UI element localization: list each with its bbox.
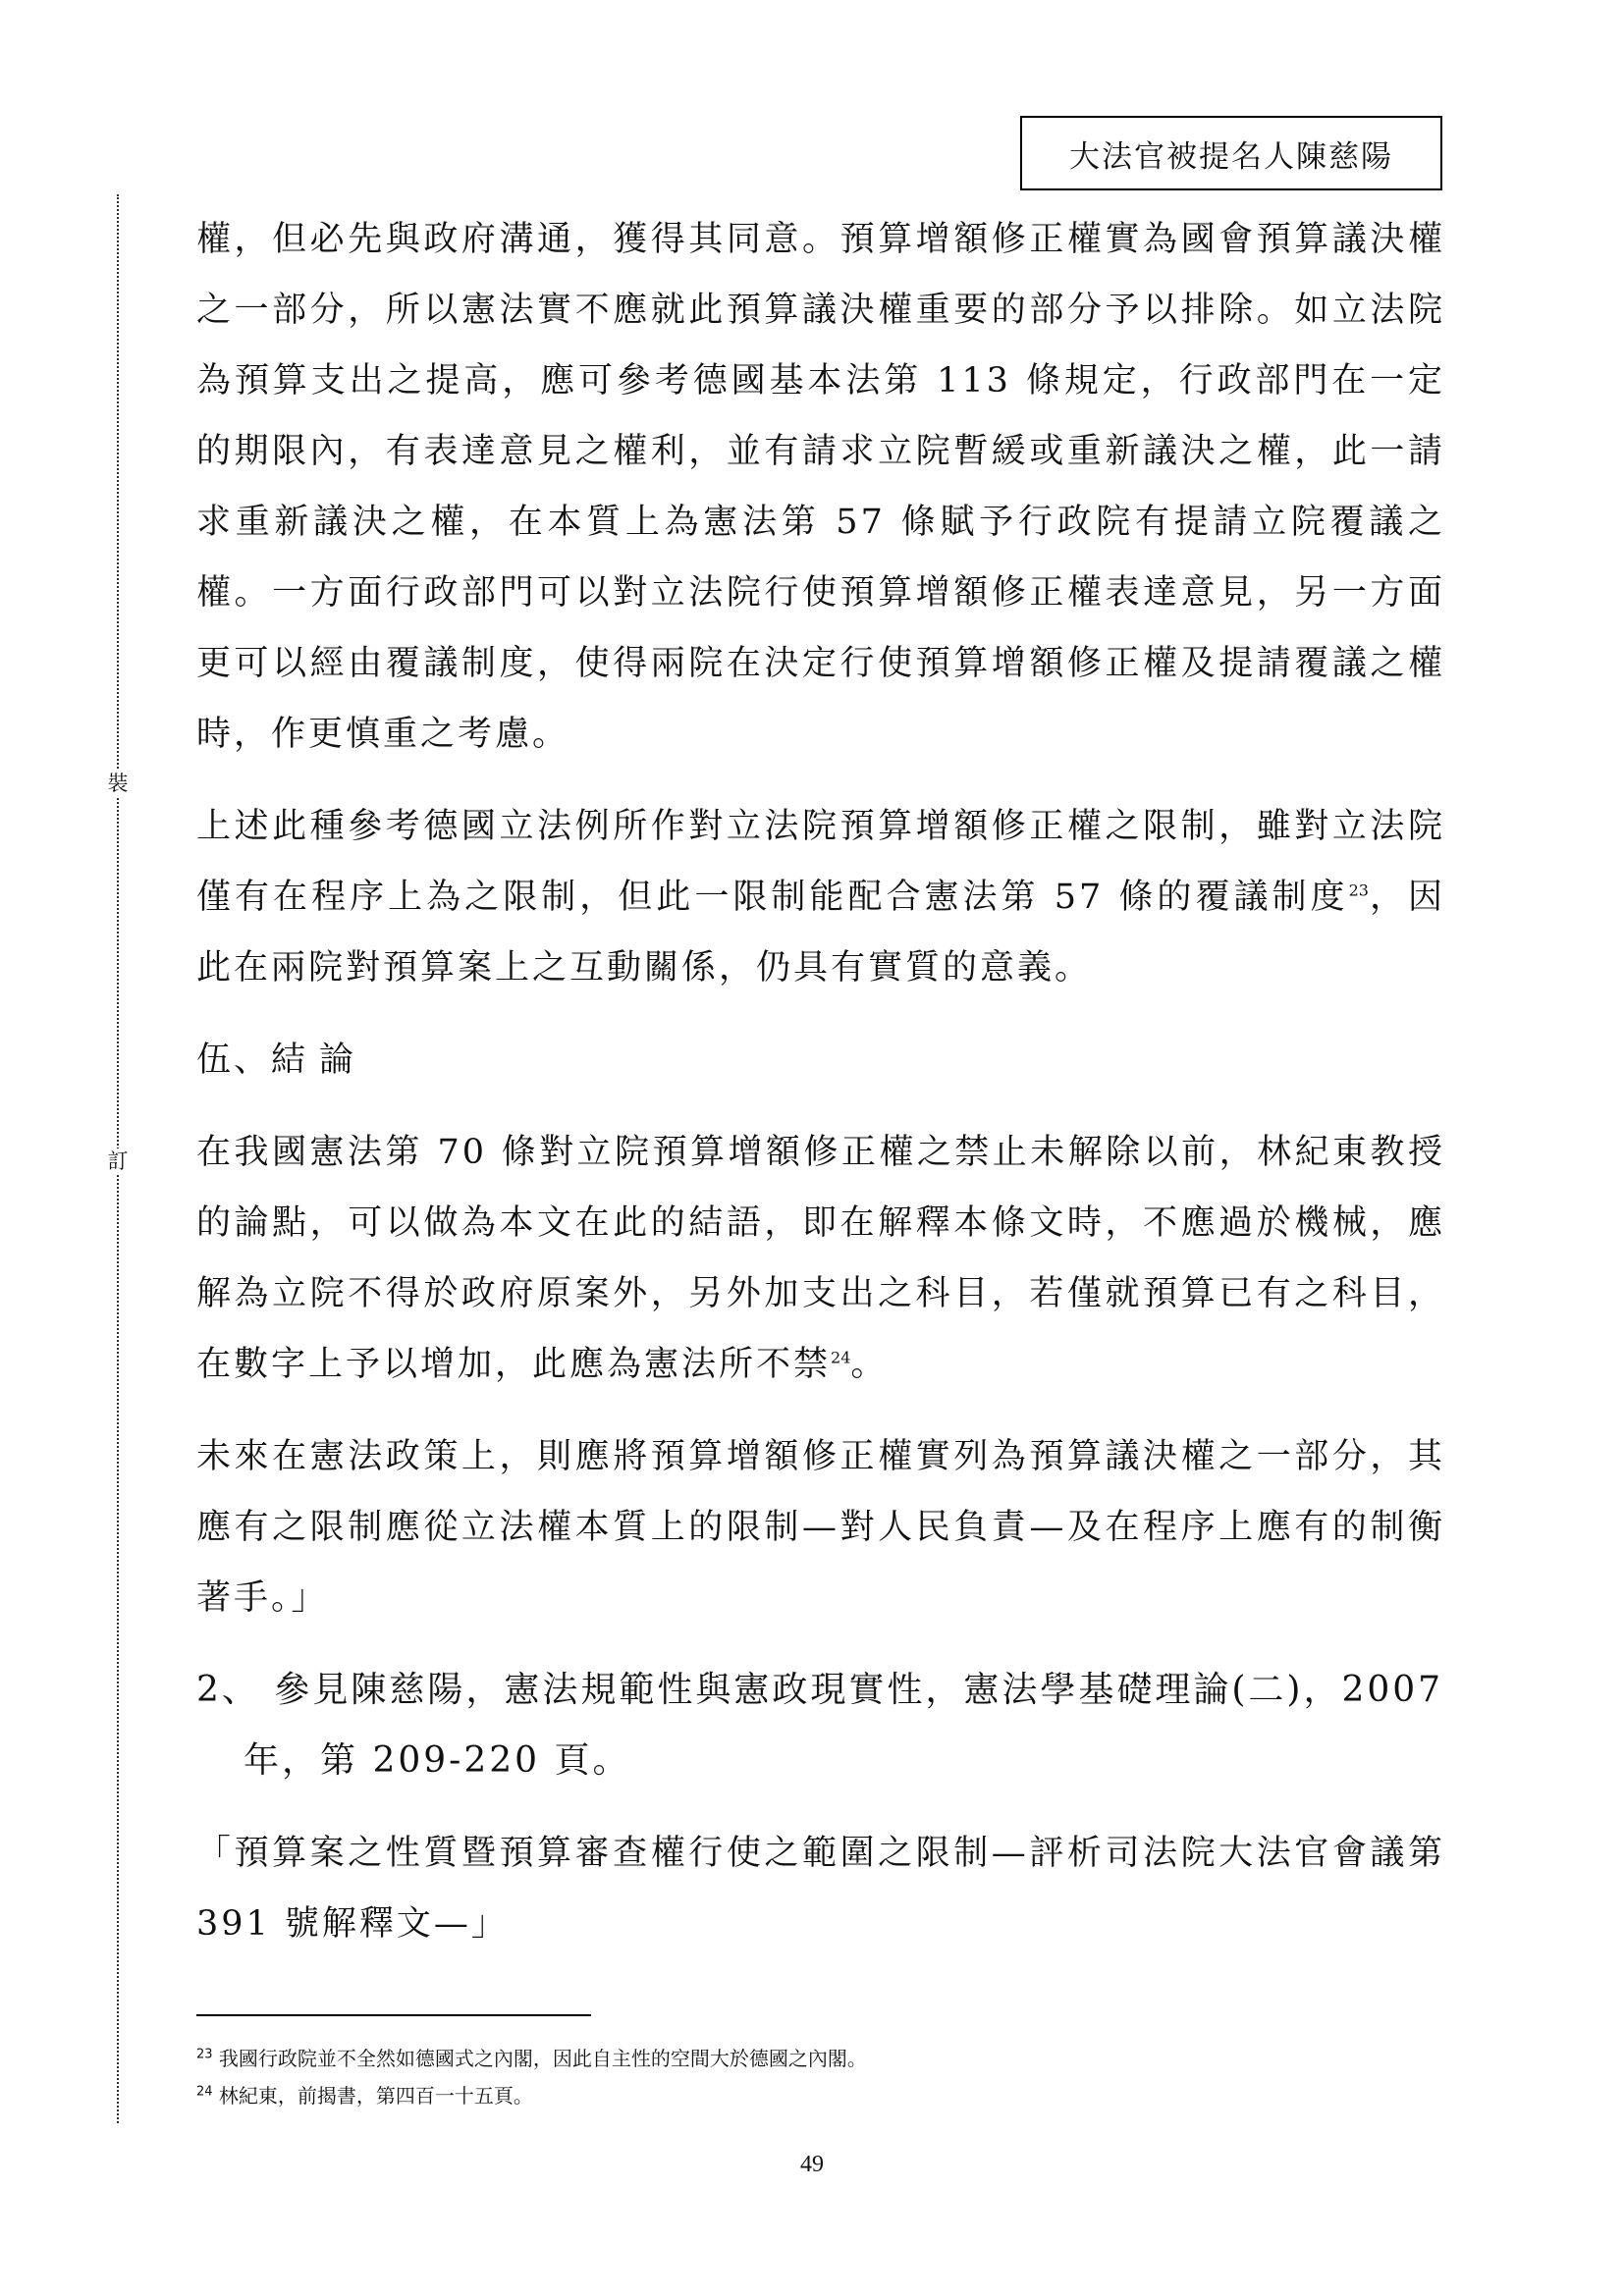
- header-title-box: 大法官被提名人陳慈陽: [1020, 116, 1442, 190]
- footnote-item: [196, 2040, 1445, 2077]
- binding-mark-staple: 訂: [104, 1148, 132, 1174]
- footnote-number: 23: [196, 2047, 213, 2062]
- binding-mark-bind: 裝: [104, 771, 132, 796]
- document-body: [196, 204, 1445, 1959]
- page-number: 49: [800, 2152, 824, 2177]
- paragraph-1: 權，但必先與政府溝通，獲得其同意。預算增額修正權實為國會預算議決權之一部分，所以憲法實不應就此預算議決權重要的部分予以排除。如立法院為預算支出之提高，應可參考德國基本法第 113 條規定，行政部門在一定的期限內，有表達意見之權利，並有請求立院暫緩或重新議決之權，此一請求重新議決之權，在本質上為憲法第 57 條賦予行政院有提請立院覆議之權。一方面行政部門可以對立法院行使預算增額修正權表達意見，另一方面更可以經由覆議制度，使得兩院在決定行使預算增額修正權及提請覆議之權時，作更慎重之考慮。: [196, 220, 1445, 754]
- footnote-number: 24: [196, 2084, 213, 2100]
- footnotes: [196, 2040, 1445, 2114]
- footnote-text: 林紀東，前揭書，第四百一十五頁。: [212, 2084, 533, 2108]
- paragraph-2-text-a: 上述此種參考德國立法例所作對立法院預算增額修正權之限制，雖對立法院僅有在程序上為之限制，但此一限制能配合憲法第 57 條的覆議制度: [196, 807, 1445, 917]
- footnote-separator: [196, 2014, 591, 2016]
- quoted-article-title: 「預算案之性質暨預算審查權行使之範圍之限制—評析司法院大法官會議第 391 號解釋文—」: [196, 1834, 1445, 1944]
- footnote-ref-23[interactable]: 23: [1348, 881, 1369, 900]
- section-heading: [196, 1025, 1445, 1095]
- reference-item-2: 2、 參見陳慈陽，憲法規範性與憲政現實性，憲法學基礎理論(二)，2007 年，第 209-220 頁。: [196, 1670, 1444, 1781]
- paragraph-2: [196, 791, 1445, 1003]
- paragraph-4: 未來在憲法政策上，則應將預算增額修正權實列為預算議決權之一部分，其應有之限制應從立法權本質上的限制—對人民負責—及在程序上應有的制衡著手。」: [196, 1437, 1445, 1618]
- paragraph-3: [196, 1117, 1445, 1400]
- paragraph-3-text-a: 在我國憲法第 70 條對立院預算增額修正權之禁止未解除以前，林紀東教授的論點，可以做為本文在此的結語，即在解釋本條文時，不應過於機械，應解為立院不得於政府原案外，另外加支出之科目，若僅就預算已有之科目，在數字上予以增加，此應為憲法所不禁: [196, 1133, 1445, 1384]
- footnote-ref-24[interactable]: 24: [831, 1348, 851, 1367]
- section-heading-number: 伍、: [196, 1041, 272, 1080]
- paragraph-3-text-b: 。: [850, 1345, 889, 1384]
- section-heading-title: 結論: [271, 1041, 368, 1080]
- footnote-text: 我國行政院並不全然如德國式之內閣，因此自主性的空間大於德國之內閣。: [212, 2047, 867, 2070]
- footnote-item: [196, 2077, 1445, 2114]
- paragraph-2-text-b: ，因此在兩院對預算案上之互動關係，仍具有實質的意義。: [196, 878, 1445, 988]
